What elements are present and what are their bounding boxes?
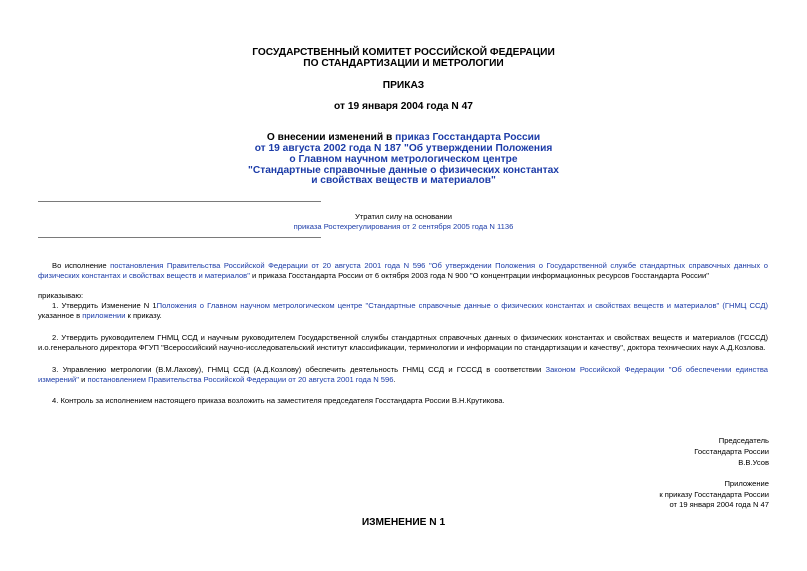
- regulation-link[interactable]: Положения о Главном научном метрологическом центре "Стандартные справочные данные о физических константах и свойствах веществ и материалов" (ГНМЦ ССД): [156, 301, 768, 310]
- federal-law-link[interactable]: Законом Российской Федерации "Об обеспечении единства измерений": [38, 365, 768, 384]
- paragraph-preamble: [38, 261, 768, 281]
- paragraph-item-2: 2. Утвердить руководителем ГНМЦ ССД и научным руководителем Государственной службы стандартных справочных данных о физических константах и свойствах веществ и материалов (ГСССД) и.о.генерального директора ФГУП "Всероссийский научно-исследовательский институт классификации, терминологии и информации по стандартизации и качеству", доктора технических наук А.Д.Козлова.: [38, 333, 768, 352]
- preamble-suffix: и приказа Госстандарта России от 6 октября 2003 года N 900 "О концентрации информационных ресурсов Госстандарта России": [249, 270, 709, 280]
- item3-suffix: .: [393, 374, 396, 384]
- title-link-part1[interactable]: приказ Госстандарта России: [395, 132, 541, 143]
- item1-middle: указанное в: [38, 310, 83, 320]
- paragraph-item-3: [38, 365, 768, 385]
- title-link-part3[interactable]: о Главном научном метрологическом центре: [289, 154, 518, 165]
- title-link-part5[interactable]: и свойствах веществ и материалов": [311, 175, 496, 186]
- expired-note: Утратил силу на основании: [354, 212, 453, 221]
- title-link-part4[interactable]: "Стандартные справочные данные о физических константах: [248, 165, 559, 176]
- doc-date: от 19 января 2004 года N 47: [334, 101, 473, 112]
- title-prefix: О внесении изменений в: [266, 132, 396, 143]
- item1-prefix: 1. Утвердить Изменение N 1: [52, 301, 157, 310]
- org-name-line1: ГОСУДАРСТВЕННЫЙ КОМИТЕТ РОССИЙСКОЙ ФЕДЕРАЦИИ: [252, 47, 555, 58]
- signature-title: Председатель: [718, 436, 769, 445]
- item3-prefix: 3. Управлению метрологии (В.М.Лахову), ГНМЦ ССД (А.Д.Козлову) обеспечить деятельность ГНМЦ ССД и ГСССД в соответствии: [52, 365, 546, 374]
- item1-suffix: к приказу.: [125, 310, 162, 320]
- doc-title-line1: [100, 132, 707, 143]
- preamble-prefix: Во исполнение: [52, 261, 111, 270]
- government-decree-link[interactable]: постановления Правительства Российской Федерации от 20 августа 2001 года N 596 "Об утверждении Положения о Государственной службе стандартных справочных данных о физических константах и свойствах веществ и материалов": [38, 261, 768, 280]
- signature-name: В.В.Усов: [738, 458, 769, 467]
- divider-top: [38, 201, 321, 202]
- title-link-part2[interactable]: от 19 августа 2002 года N 187 "Об утверждении Положения: [254, 143, 553, 154]
- appendix-label: Приложение: [724, 479, 769, 488]
- signature-org: Госстандарта России: [694, 447, 769, 456]
- doc-type: ПРИКАЗ: [382, 80, 425, 91]
- paragraph-item-1: [38, 301, 768, 321]
- paragraph-item-4: 4. Контроль за исполнением настоящего приказа возложить на заместителя председателя Госстандарта России В.Н.Крутикова.: [52, 396, 505, 405]
- decree-596-link[interactable]: постановлением Правительства Российской Федерации от 20 августа 2001 года N 596: [87, 374, 394, 384]
- appendix-ref: к приказу Госстандарта России: [659, 490, 769, 499]
- change-title: ИЗМЕНЕНИЕ N 1: [361, 517, 446, 528]
- expired-link[interactable]: приказа Ростехрегулирования от 2 сентября 2005 года N 1136: [293, 222, 514, 231]
- appendix-date: от 19 января 2004 года N 47: [669, 500, 769, 509]
- appendix-link[interactable]: приложении: [82, 310, 126, 320]
- divider-bottom: [38, 237, 321, 238]
- order-word: приказываю:: [38, 291, 84, 300]
- item3-middle: и: [79, 374, 88, 384]
- org-name-line2: ПО СТАНДАРТИЗАЦИИ И МЕТРОЛОГИИ: [303, 58, 504, 69]
